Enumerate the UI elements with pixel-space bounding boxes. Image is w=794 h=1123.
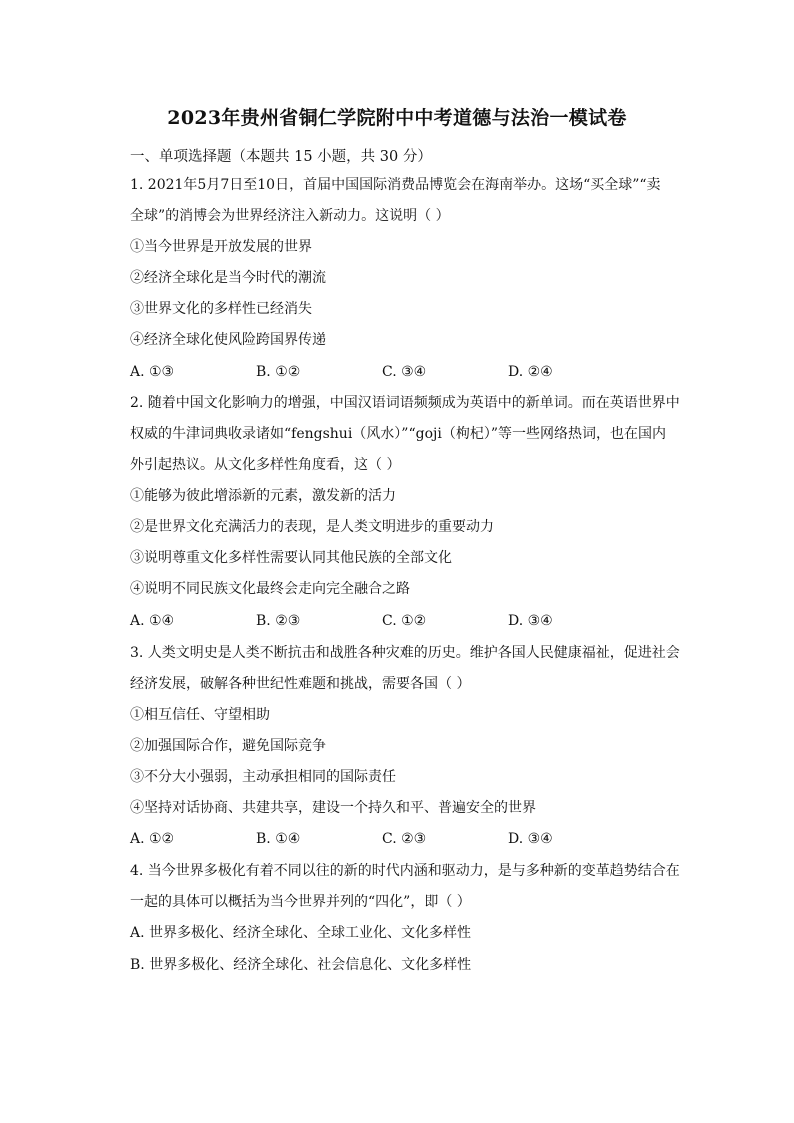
question-3-line-1: 3. 人类文明史是人类不断抗击和战胜各种灾难的历史。维护各国人民健康福祉，促进社会 [130,645,680,661]
question-2-option-b: B. ②③ [256,613,301,629]
question-3-item-2: ②加强国际合作，避免国际竞争 [130,738,326,754]
question-1-item-1: ①当今世界是开放发展的世界 [130,239,312,255]
question-2-option-a: A. ①④ [130,613,175,629]
question-2-item-2: ②是世界文化充满活力的表现，是人类文明进步的重要动力 [130,519,494,535]
question-1-line-2: 全球”的消博会为世界经济注入新动力。这说明（ ） [130,208,450,224]
question-2-line-3: 外引起热议。从文化多样性角度看，这（ ） [130,457,401,473]
question-1-option-d: D. ②④ [508,364,553,380]
question-1-option-b: B. ①② [256,364,301,380]
question-1-item-4: ④经济全球化使风险跨国界传递 [130,332,326,348]
question-2-option-c: C. ①② [382,613,427,629]
question-2-item-3: ③说明尊重文化多样性需要认同其他民族的全部文化 [130,550,452,566]
question-4-line-1: 4. 当今世界多极化有着不同以往的新的时代内涵和驱动力，是与多种新的变革趋势结合在 [130,863,680,879]
question-2-line-2: 权威的牛津词典收录诸如“fengshui（风水）”“goji（枸杞）”等一些网络热词，也在国内 [130,426,666,442]
question-3-option-b: B. ①④ [256,831,301,847]
question-1-option-c: C. ③④ [382,364,427,380]
question-2-item-1: ①能够为彼此增添新的元素，激发新的活力 [130,488,396,504]
question-3-item-1: ①相互信任、守望相助 [130,707,270,723]
question-1-item-3: ③世界文化的多样性已经消失 [130,301,312,317]
question-3-option-a: A. ①② [130,831,175,847]
page-title: 2023年贵州省铜仁学院附中中考道德与法治一模试卷 [167,107,627,129]
question-2-line-1: 2. 随着中国文化影响力的增强，中国汉语词语频频成为英语中的新单词。而在英语世界中 [130,395,680,411]
question-4-line-2: 一起的具体可以概括为当今世界并列的“四化”，即（ ） [130,894,471,910]
question-1-option-a: A. ①③ [130,364,175,380]
question-3-item-3: ③不分大小强弱，主动承担相同的国际责任 [130,769,396,785]
question-1-line-1: 1. 2021年5月7日至10日，首届中国国际消费品博览会在海南举办。这场“买全球”“卖 [130,177,661,193]
question-2-item-4: ④说明不同民族文化最终会走向完全融合之路 [130,581,410,597]
section-heading: 一、单项选择题（本题共 15 小题，共 30 分） [130,149,432,165]
question-4-option-b: B. 世界多极化、经济全球化、社会信息化、文化多样性 [130,957,472,973]
question-4-option-a: A. 世界多极化、经济全球化、全球工业化、文化多样性 [130,925,472,941]
question-3-line-2: 经济发展，破解各种世纪性难题和挑战，需要各国（ ） [130,676,471,692]
question-3-option-d: D. ③④ [508,831,553,847]
question-1-item-2: ②经济全球化是当今时代的潮流 [130,270,326,286]
question-3-option-c: C. ②③ [382,831,427,847]
question-2-option-d: D. ③④ [508,613,553,629]
question-3-item-4: ④坚持对话协商、共建共享，建设一个持久和平、普遍安全的世界 [130,800,536,816]
